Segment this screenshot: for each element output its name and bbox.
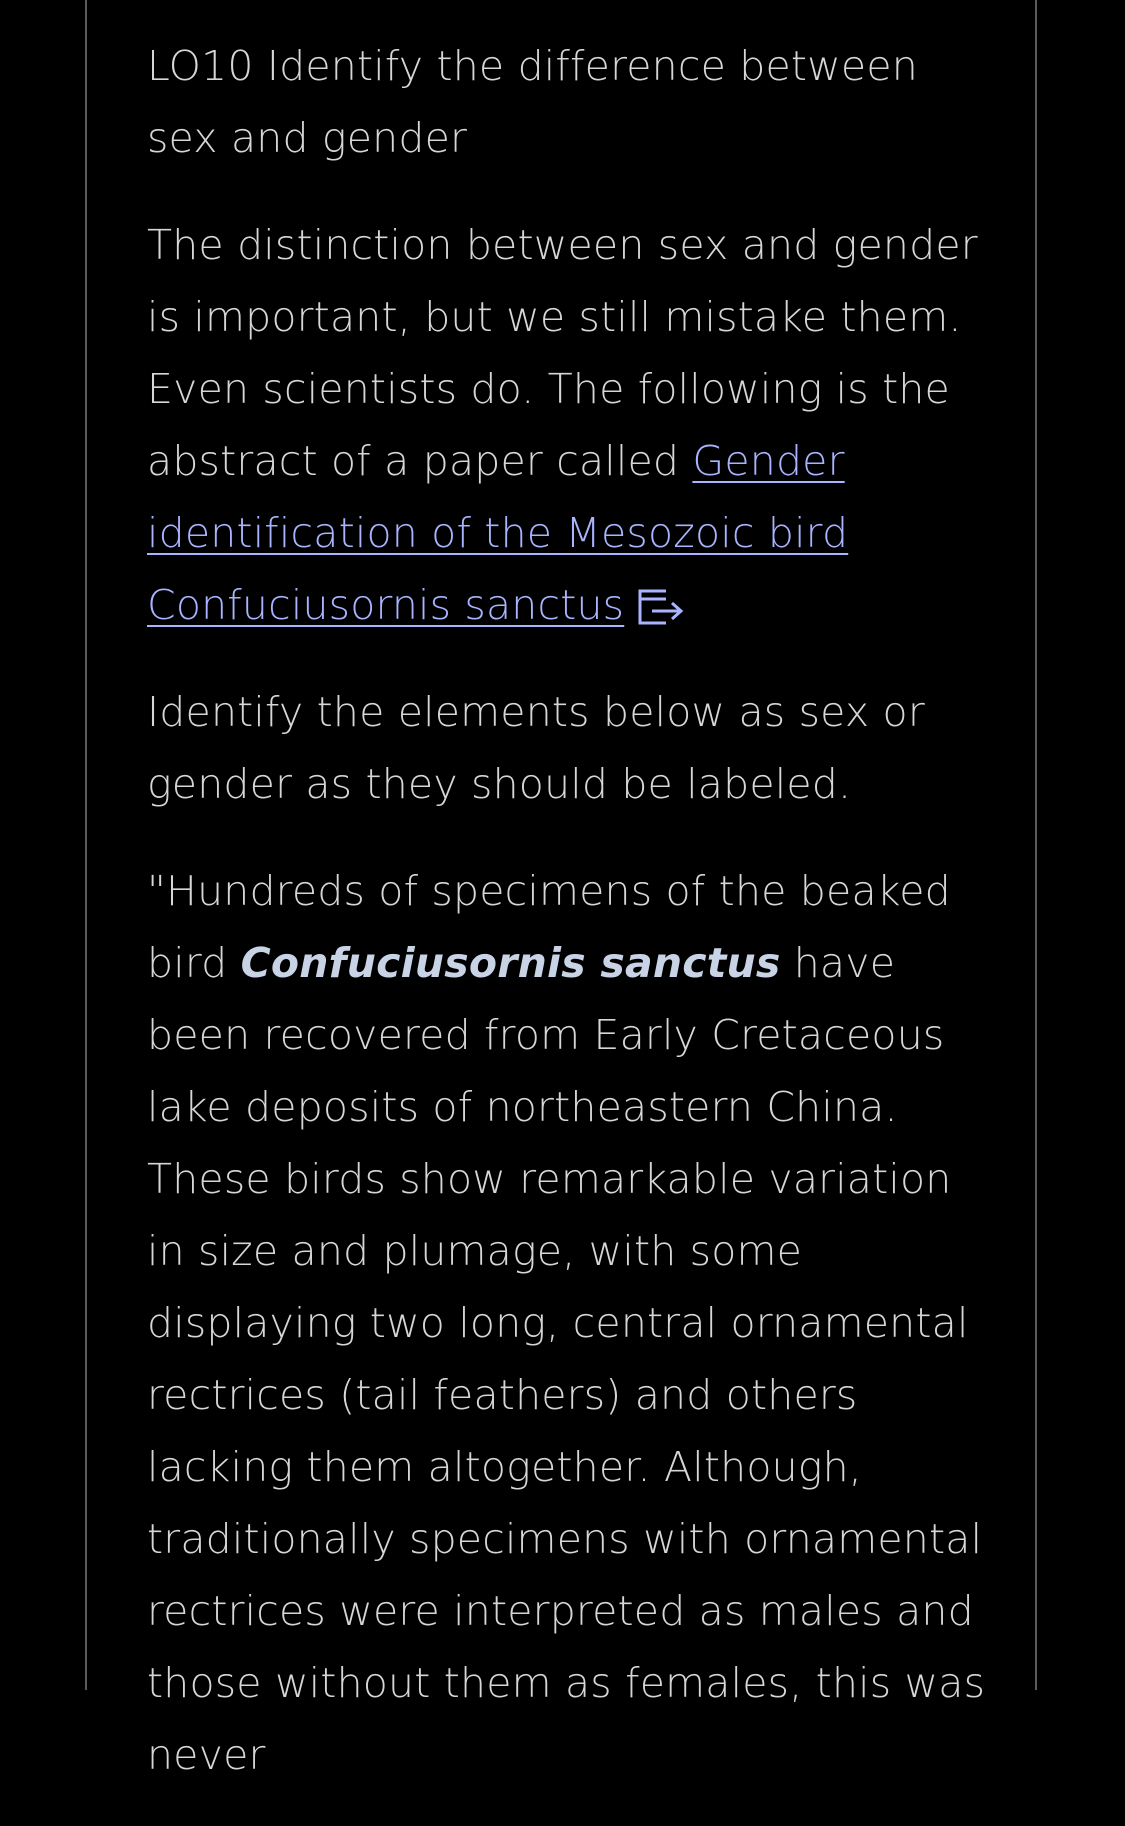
abstract-text-rest: have been recovered from Early Cretaceous lake deposits of northeastern China. These birds show remarkable variation in size and plumage, with some displaying two long, central ornamental rectrices (tail feathers) and others lacking them altogether. Although, traditionally specimens with ornamental rectrices were interpreted as males and those without them as females, this was never bbox=[147, 939, 986, 1779]
learning-objective: LO10 Identify the difference between sex and gender bbox=[147, 42, 918, 162]
article-content bbox=[147, 30, 997, 1826]
instruction-paragraph: Identify the elements below as sex or gender as they should be labeled. bbox=[147, 688, 925, 808]
species-name: Confuciusornis sanctus bbox=[240, 939, 781, 987]
abstract-text-start: "Hundreds of specimens of the beaked bird bbox=[147, 867, 951, 987]
abstract-paragraph bbox=[147, 855, 997, 1791]
intro-text: The distinction between sex and gender is important, but we still mistake them. Even scientists do. The following is the abstract of a paper called bbox=[147, 221, 978, 485]
paper-link[interactable]: Gender identification of the Mesozoic bird Confuciusornis sanctus bbox=[147, 437, 849, 629]
intro-paragraph bbox=[147, 209, 997, 641]
external-link-icon[interactable] bbox=[636, 587, 686, 627]
